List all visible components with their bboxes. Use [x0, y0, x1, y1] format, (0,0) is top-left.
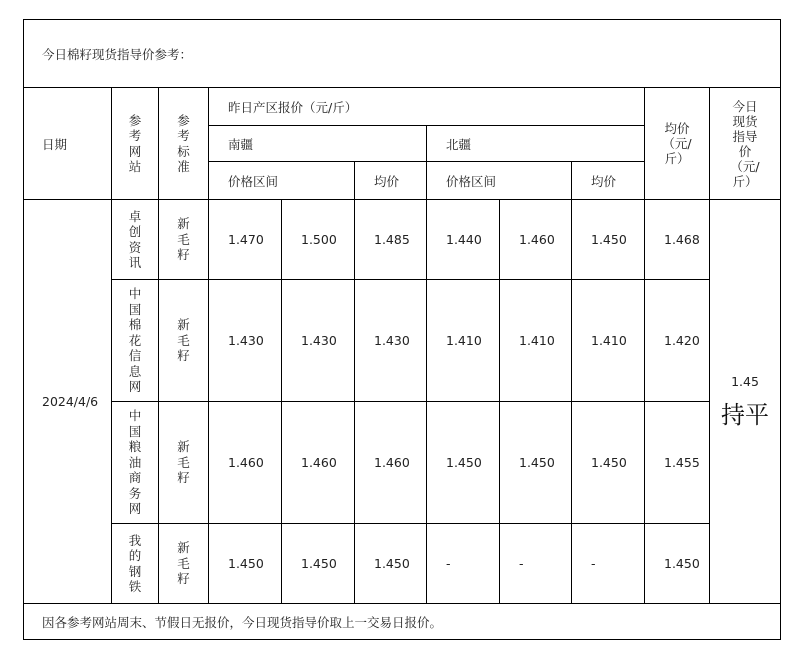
standard-cell: 新 毛 籽 [159, 524, 209, 604]
avg-cell: 1.468 [645, 200, 710, 280]
avg-cell: 1.455 [645, 402, 710, 524]
price-table [23, 19, 781, 640]
north-avg-cell: 1.450 [572, 402, 645, 524]
guide-price-value: 1.45 [731, 373, 759, 389]
south-avg-cell: 1.430 [355, 280, 427, 402]
south-high-cell: 1.450 [282, 524, 355, 604]
south-low-cell: 1.430 [209, 280, 282, 402]
north-low-cell: 1.450 [427, 402, 500, 524]
source-cell: 中 国 棉 花 信 息 网 [112, 280, 159, 402]
standard-cell: 新 毛 籽 [159, 402, 209, 524]
north-low-cell: 1.440 [427, 200, 500, 280]
date-cell: 2024/4/6 [24, 200, 112, 604]
south-low-cell: 1.470 [209, 200, 282, 280]
header-avg-overall: 均价 （元/ 斤） [645, 88, 710, 200]
header-standard: 参 考 标 准 [159, 88, 209, 200]
south-low-cell: 1.450 [209, 524, 282, 604]
south-high-cell: 1.430 [282, 280, 355, 402]
north-high-cell: 1.450 [500, 402, 572, 524]
south-low-cell: 1.460 [209, 402, 282, 524]
south-avg-cell: 1.485 [355, 200, 427, 280]
north-avg-cell: 1.410 [572, 280, 645, 402]
south-avg-cell: 1.450 [355, 524, 427, 604]
header-south-price-range: 价格区间 [209, 162, 355, 200]
avg-cell: 1.450 [645, 524, 710, 604]
table-row [24, 524, 781, 604]
north-low-cell: - [427, 524, 500, 604]
south-avg-cell: 1.460 [355, 402, 427, 524]
header-yesterday-price: 昨日产区报价（元/斤） [209, 88, 645, 126]
north-high-cell: 1.460 [500, 200, 572, 280]
north-low-cell: 1.410 [427, 280, 500, 402]
source-cell: 卓 创 资 讯 [112, 200, 159, 280]
north-high-cell: 1.410 [500, 280, 572, 402]
header-guide-price: 今日 现货 指导 价 （元/ 斤） [710, 88, 781, 200]
header-south-avg: 均价 [355, 162, 427, 200]
south-high-cell: 1.500 [282, 200, 355, 280]
source-cell: 我 的 钢 铁 [112, 524, 159, 604]
header-north-price-range: 价格区间 [427, 162, 572, 200]
north-avg-cell: 1.450 [572, 200, 645, 280]
avg-cell: 1.420 [645, 280, 710, 402]
south-high-cell: 1.460 [282, 402, 355, 524]
source-cell: 中 国 粮 油 商 务 网 [112, 402, 159, 524]
north-high-cell: - [500, 524, 572, 604]
guide-value-cell [710, 200, 781, 604]
header-region-south: 南疆 [209, 126, 427, 162]
header-north-avg: 均价 [572, 162, 645, 200]
header-region-north: 北疆 [427, 126, 645, 162]
guide-status: 持平 [721, 400, 770, 429]
header-source: 参 考 网 站 [112, 88, 159, 200]
table-row [24, 200, 781, 280]
standard-cell: 新 毛 籽 [159, 280, 209, 402]
table-title: 今日棉籽现货指导价参考： [24, 20, 781, 88]
table-row [24, 402, 781, 524]
header-date: 日期 [24, 88, 112, 200]
standard-cell: 新 毛 籽 [159, 200, 209, 280]
north-avg-cell: - [572, 524, 645, 604]
table-row [24, 280, 781, 402]
footer-note: 因各参考网站周末、节假日无报价，今日现货指导价取上一交易日报价。 [24, 604, 781, 640]
